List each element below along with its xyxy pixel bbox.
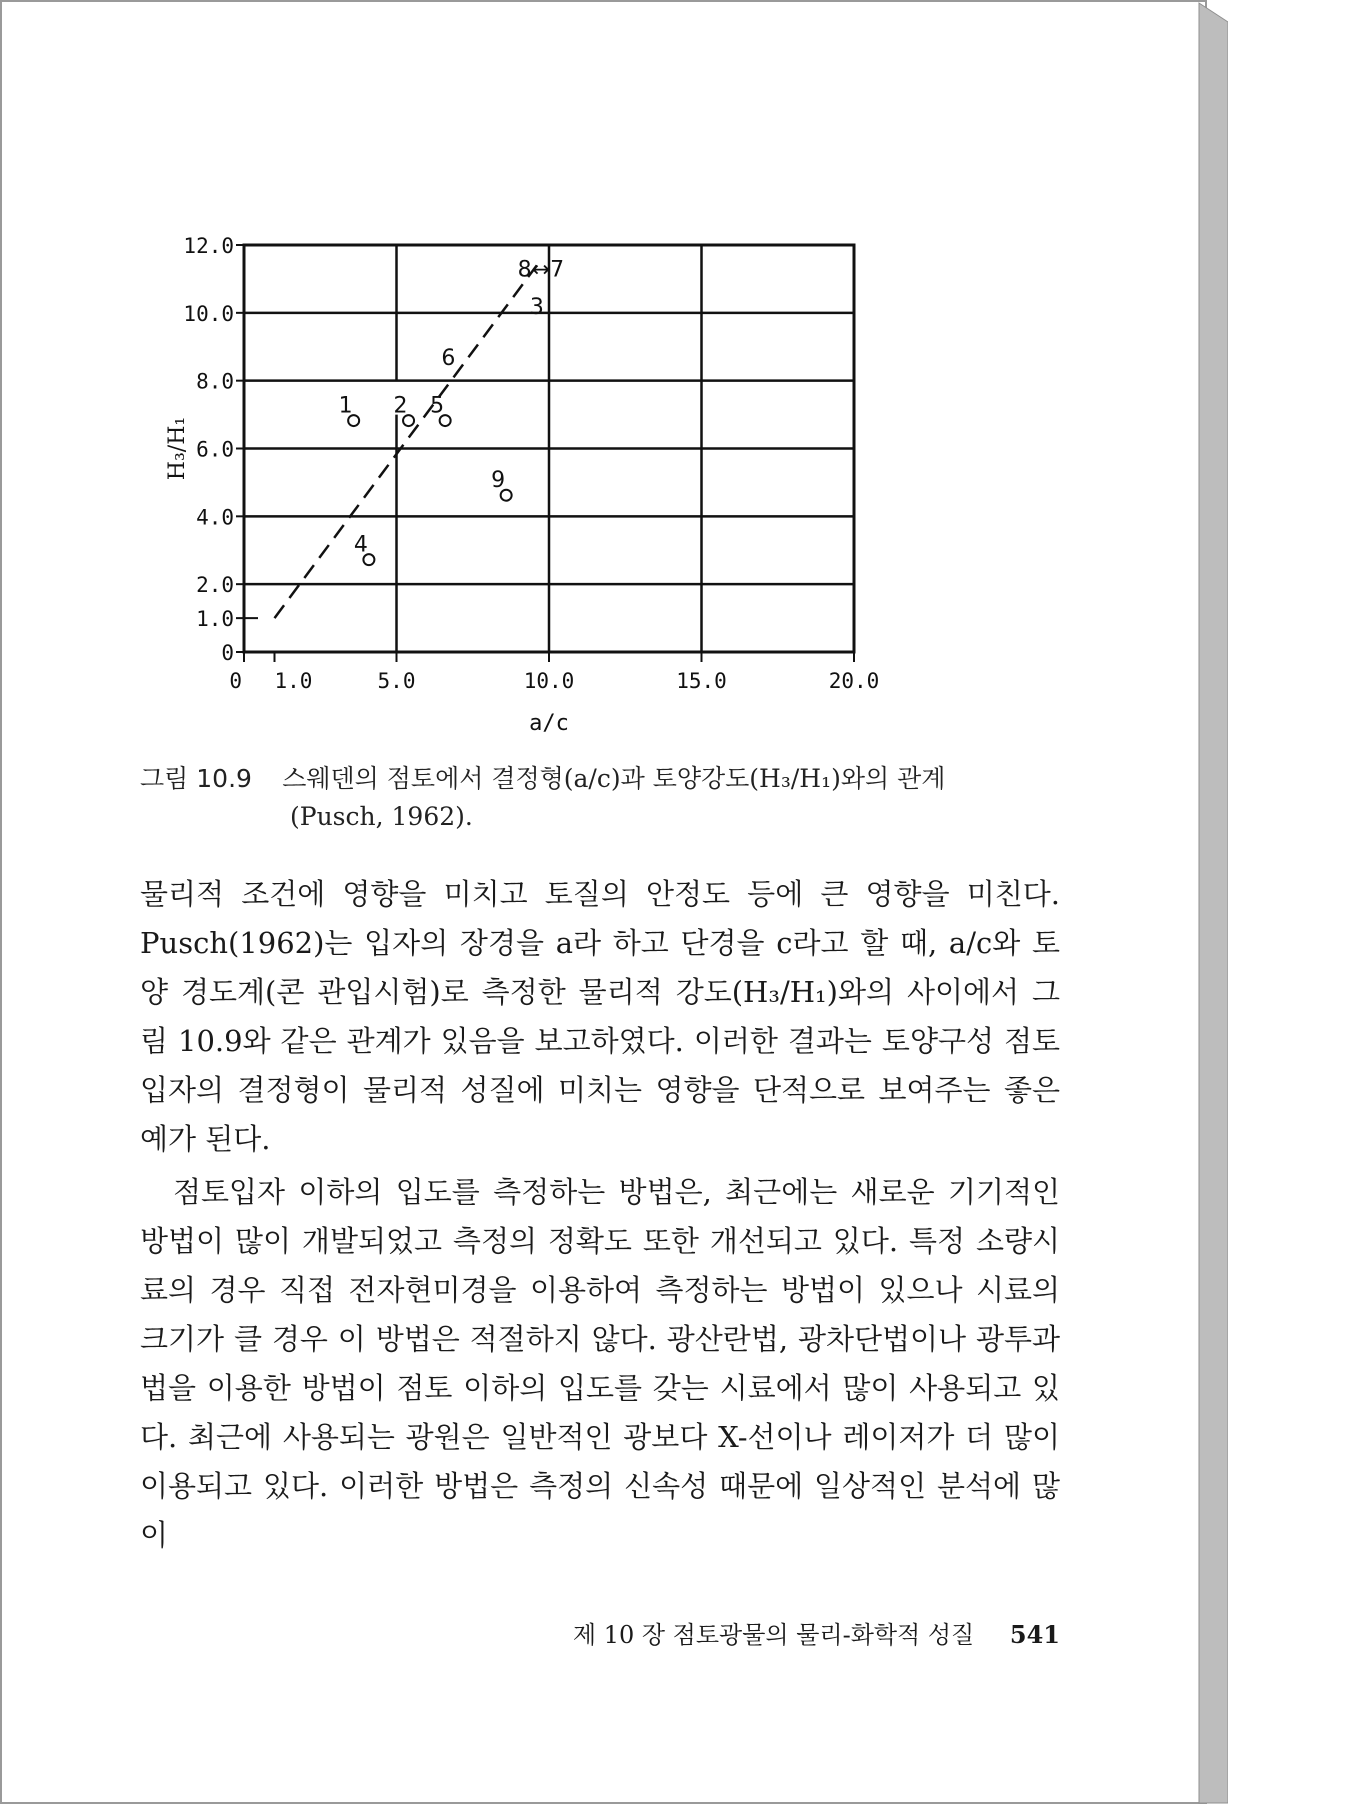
point-label: 8↔7: [517, 257, 565, 283]
point-label: 2: [393, 393, 408, 419]
trend-line-layer: [275, 265, 537, 618]
point-label: 3: [529, 295, 544, 321]
caption-source: (Pusch, 1962).: [290, 802, 473, 831]
y-tick-label: 0: [221, 641, 234, 665]
scatter-chart: [165, 225, 1050, 745]
data-points: [339, 258, 564, 565]
page-number: 541: [1009, 1620, 1060, 1649]
trend-line: [275, 265, 537, 618]
y-axis-label: H₃/H₁: [165, 416, 190, 481]
caption-label: 그림: [140, 764, 189, 793]
x-tick-label: 15.0: [676, 669, 727, 693]
x-tick-label: 10.0: [523, 669, 575, 693]
chapter-title: 제 10 장 점토광물의 물리-화학적 성질: [572, 1621, 975, 1649]
x-axis-label: a/c: [529, 711, 569, 736]
point-label: 6: [441, 345, 456, 371]
y-tick-label: 4.0: [196, 505, 234, 530]
x-tick-label: 0: [229, 669, 242, 693]
axes: [236, 245, 854, 662]
x-tick-label: 5.0: [377, 669, 416, 693]
outside-margin: [1228, 0, 1357, 1806]
caption-text: 스웨덴의 점토에서 결정형(a/c)과 토양강도(H₃/H₁)와의 관계: [282, 764, 946, 793]
y-tick-label: 6.0: [196, 437, 234, 462]
figure-caption: [140, 760, 1070, 836]
grid: [244, 245, 854, 652]
body-text: [140, 870, 1060, 1560]
point-label: 5: [430, 393, 445, 419]
y-tick-label: 12.0: [183, 234, 234, 258]
point-label: 1: [338, 393, 353, 419]
paragraph: 점토입자 이하의 입도를 측정하는 방법은, 최근에는 새로운 기기적인 방법이 많이 개발되었고 측정의 정확도 또한 개선되고 있다. 특정 소량시료의 경우 직접 전자현미경을 이용하여 측정하는 방법이 있으나 시료의 크기가 클 경우 이 방법은 적절하지 않다. 광산란법, 광차단법이나 광투과법을 이용한 방법이 점토 이하의 입도를 갖는 시료에서 많이 사용되고 있다. 최근에 사용되는 광원은 일반적인 광보다 X-선이나 레이저가 더 많이 이용되고 있다. 이러한 방법은 측정의 신속성 때문에 일상적인 분석에 많이: [140, 1175, 1060, 1552]
caption-number: 10.9: [196, 764, 252, 793]
paragraph: 물리적 조건에 영향을 미치고 토질의 안정도 등에 큰 영향을 미친다. Pusch(1962)는 입자의 장경을 a라 하고 단경을 c라고 할 때, a/c와 토양 경도계(콘 관입시험)로 측정한 물리적 강도(H₃/H₁)와의 사이에서 그림 10.9와 같은 관계가 있음을 보고하였다. 이러한 결과는 토양구성 점토입자의 결정형이 물리적 성질에 미치는 영향을 단적으로 보여주는 좋은 예가 된다.: [140, 877, 1060, 1156]
y-tick-label: 8.0: [196, 369, 234, 394]
point-label: 9: [491, 468, 506, 494]
y-tick-label: 10.0: [183, 301, 234, 326]
axis-labels: [165, 234, 879, 736]
x-tick-label: 20.0: [828, 669, 880, 693]
page-footer: [470, 1615, 1060, 1650]
y-tick-label: 2.0: [196, 573, 234, 598]
page-edge-shadow: [1199, 3, 1228, 1803]
y-tick-label: 1.0: [196, 607, 234, 632]
x-tick-label: 1.0: [274, 669, 313, 693]
point-label: 4: [353, 532, 368, 558]
